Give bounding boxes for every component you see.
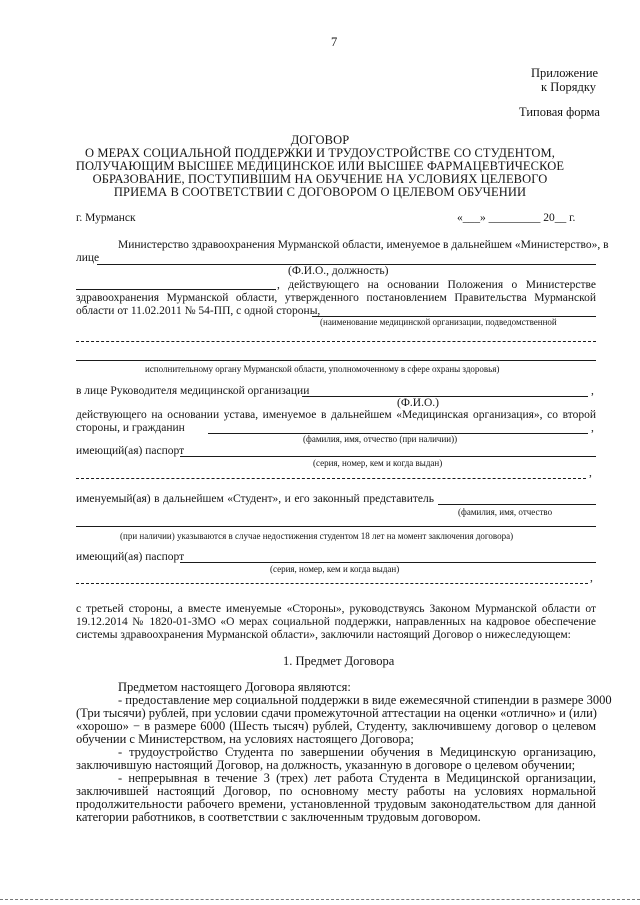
rep-name-line [438, 504, 596, 505]
party1-line3: , действующего на основании Положения о Министерстве [277, 279, 596, 291]
party1-line4: здравоохранения Мурманской области, утвержденного постановлением Правительства Мурманской [76, 292, 596, 304]
rep-name-line2 [76, 526, 596, 527]
party2-line3: стороны, и гражданин [76, 422, 185, 434]
passport2-line2 [76, 583, 588, 584]
comma3: , [589, 467, 592, 479]
closing-line3: системы здравоохранения Мурманской области», заключили настоящий Договор о нижеследующем: [76, 629, 571, 641]
doc-title-line3: ПОЛУЧАЮЩИМ ВЫСШЕЕ МЕДИЦИНСКОЕ ИЛИ ВЫСШЕЕ ФАРМАЦЕВТИЧЕСКОЕ [75, 159, 565, 173]
caption-passport2: (серия, номер, кем и когда выдан) [270, 564, 400, 574]
form-type-label: Типовая форма [519, 105, 600, 119]
org-name-line3 [76, 360, 596, 361]
bullet1-line1: - предоставление мер социальной поддержки в виде ежемесячной стипендии в размере 3000 [118, 693, 612, 707]
to-order-label: к Порядку [541, 80, 596, 94]
comma2: , [591, 422, 594, 434]
party1-lice: лице [76, 252, 100, 264]
director-fio-line [302, 396, 588, 397]
party1-line1: Министерство здравоохранения Мурманской области, именуемое в дальнейшем «Министерство», в [118, 239, 609, 251]
page-number: 7 [331, 35, 338, 49]
caption-rep-name: (фамилия, имя, отчество [458, 507, 553, 517]
bullet2-line2: заключившую настоящий Договор, на должность, указанную в договоре о целевом обучении; [76, 758, 576, 772]
closing-line2: 19.12.2014 № 1820-01-ЗМО «О мерах социальной поддержки, направленных на кадровое обеспечение [76, 616, 596, 628]
bullet1-line4: обучении с Министерством, на условиях настоящего Договора; [76, 732, 414, 746]
party2-head: в лице Руководителя медицинской организации [76, 385, 310, 397]
date-template: «___» _________ 20__ г. [457, 212, 576, 224]
closing-line1: с третьей стороны, а вместе именуемые «Стороны», руководствуясь Законом Мурманской области от [76, 603, 596, 615]
passport-label: имеющий(ая) паспорт [76, 445, 185, 457]
caption-rep-note: (при наличии) указываются в случае недостижения студентом 18 лет на момент заключения договора) [120, 531, 514, 541]
comma: , [591, 385, 594, 397]
passport-line [180, 456, 596, 457]
fio-position-line2 [76, 289, 276, 290]
city-label: г. Мурманск [76, 212, 136, 224]
caption-executive: исполнительному органу Мурманской области, уполномоченному в сфере охраны здоровья) [145, 364, 500, 374]
passport-label2: имеющий(ая) паспорт [76, 551, 185, 563]
doc-title-line5: ПРИЕМА В СООТВЕТСТВИИ С ДОГОВОРОМ О ЦЕЛЕВОМ ОБУЧЕНИИ [113, 185, 527, 199]
bullet3-line2: заключившей настоящий Договор, по основному месту работы на условиях нормальной [76, 784, 596, 798]
bullet3-line4: категории работников, в соответствии с заключенным трудовым договором. [76, 810, 481, 824]
bullet3-line1: - непрерывная в течение 3 (трех) лет работа Студента в Медицинской организации, [118, 771, 596, 785]
bullet2-line1: - трудоустройство Студента по завершении обучения в Медицинскую организацию, [118, 745, 596, 759]
doc-title-line4: ОБРАЗОВАНИЕ, ПОСТУПИВШИМ НА ОБУЧЕНИЕ НА УСЛОВИЯХ ЦЕЛЕВОГО [92, 172, 548, 186]
caption-fio: (Ф.И.О.) [397, 397, 439, 409]
bullet1-line3: «хорошо» − в размере 6000 (Шесть тысяч) рублей, Студенту, заключившему договор о целевом [76, 719, 596, 733]
doc-title: ДОГОВОР [290, 133, 350, 147]
appendix-label: Приложение [531, 66, 599, 80]
party2-line2: действующего на основании устава, именуемое в дальнейшем «Медицинская организация», со второй [76, 409, 596, 421]
caption-fio-position: (Ф.И.О., должность) [288, 265, 389, 277]
party1-line5: области от 11.02.2011 № 54-ПП, с одной стороны, [76, 305, 321, 317]
bullet3-line3: продолжительности рабочего времени, установленной трудовым законодательством для данной [76, 797, 596, 811]
party3-head: именуемый(ая) в дальнейшем «Студент», и его законный представитель [76, 493, 434, 505]
passport2-line [180, 562, 596, 563]
section1-heading: 1. Предмет Договора [283, 654, 395, 668]
caption-full-name: (фамилия, имя, отчество (при наличии)) [303, 434, 458, 444]
bullet1-line2: (Три тысячи) рублей, при условии сдачи промежуточной аттестации на оценки «отлично» и (или) [76, 706, 597, 720]
passport-line2 [76, 478, 586, 479]
doc-title-line2: О МЕРАХ СОЦИАЛЬНОЙ ПОДДЕРЖКИ И ТРУДОУСТРОЙСТВЕ СО СТУДЕНТОМ, [85, 146, 555, 160]
caption-passport: (серия, номер, кем и когда выдан) [313, 458, 443, 468]
section1-intro: Предметом настоящего Договора являются: [118, 680, 351, 694]
caption-org-name: (наименование медицинской организации, подведомственной [320, 317, 557, 327]
comma4: , [590, 572, 593, 584]
org-name-line2 [76, 341, 596, 342]
scan-edge-artifact [0, 899, 640, 900]
